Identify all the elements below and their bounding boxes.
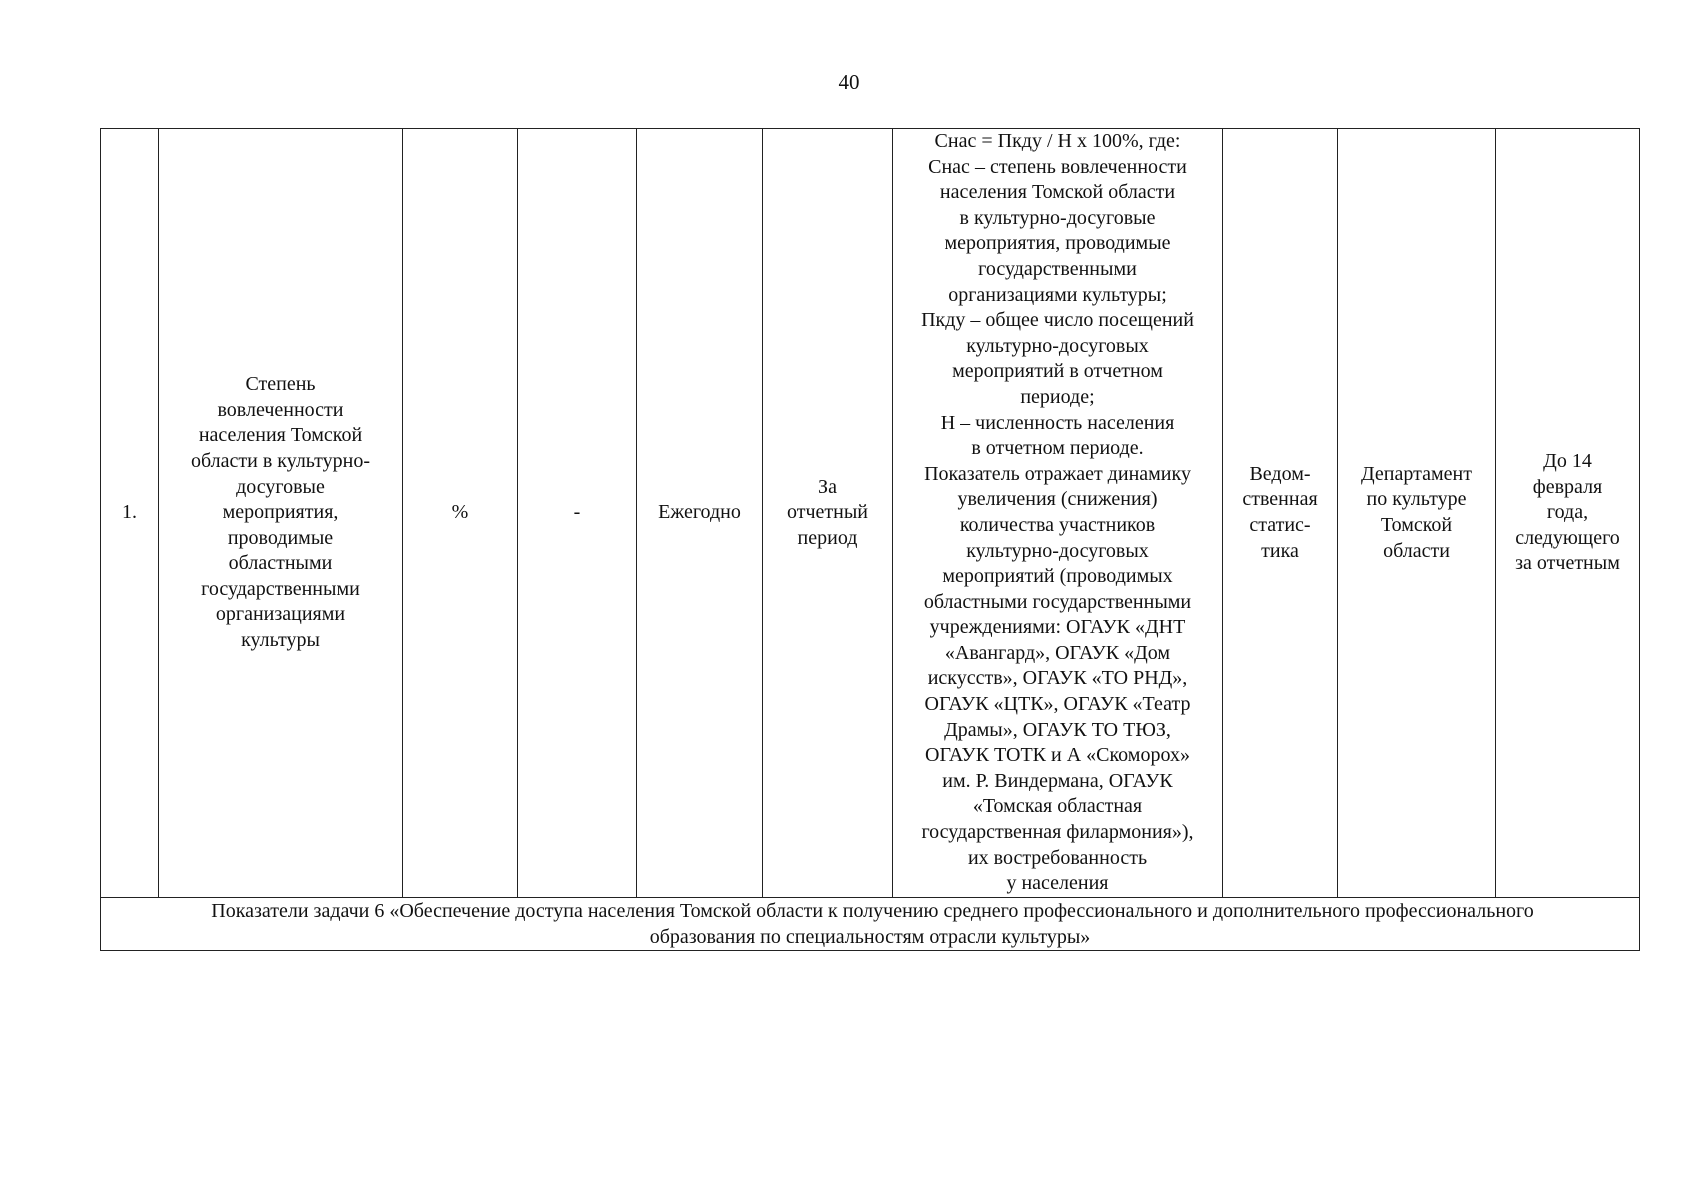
source-line: Ведом- — [1249, 462, 1311, 485]
section-header-row — [101, 897, 1640, 950]
indicator-name-line: досуговые — [236, 475, 325, 498]
period-line: За — [818, 475, 837, 498]
method-line: им. Р. Виндермана, ОГАУК — [942, 769, 1173, 792]
method-line: организациями культуры; — [948, 283, 1167, 306]
method-line: мероприятия, проводимые — [944, 232, 1171, 255]
method-line: Снас – степень вовлеченности — [928, 155, 1187, 178]
indicator-name-line: вовлеченности — [217, 398, 344, 421]
row-number-cell — [101, 129, 159, 898]
deadline-line: за отчетным — [1515, 552, 1620, 575]
method-line: учреждениями: ОГАУК «ДНТ — [929, 616, 1186, 639]
indicator-name-line: областными — [228, 552, 333, 575]
period-line: период — [797, 526, 858, 549]
deadline-line: февраля — [1532, 475, 1603, 498]
method-line: ОГАУК ТОТК и А «Скоморох» — [925, 744, 1190, 767]
deadline-line: До 14 — [1543, 449, 1592, 472]
responsible-line: области — [1383, 539, 1450, 562]
deadline-line: следующего — [1515, 526, 1620, 549]
section-header-cell — [101, 897, 1640, 950]
indicator-name-line: культуры — [241, 629, 320, 652]
responsible-line: по культуре — [1366, 488, 1467, 511]
method-line: культурно-досуговых — [966, 334, 1149, 357]
indicator-name-line: Степень — [245, 373, 316, 396]
unit-value: % — [451, 501, 469, 524]
section-header-line: Показатели задачи 6 «Обеспечение доступа населения Томской области к получению среднего профессионального и дополнительного профессионального — [206, 899, 1534, 922]
deadline-line: года, — [1546, 501, 1589, 524]
method-line: населения Томской области — [939, 181, 1176, 204]
dash-value: - — [573, 501, 581, 524]
method-line: государственная филармония»), — [921, 821, 1194, 844]
table-row — [101, 129, 1640, 898]
indicator-name-line: населения Томской — [198, 424, 363, 447]
responsible-line: Томской — [1380, 513, 1453, 536]
source-line: ственная — [1242, 488, 1318, 511]
method-line: их востребованность — [967, 846, 1148, 869]
indicator-name-line: области в культурно- — [190, 449, 371, 472]
source-line: статис- — [1249, 513, 1311, 536]
method-line: периоде; — [1020, 385, 1095, 408]
method-line: областными государственными — [923, 590, 1192, 613]
calculation-method-cell — [893, 129, 1223, 898]
method-line: Пкду – общее число посещений — [921, 309, 1194, 332]
page-number: 40 — [838, 70, 860, 94]
indicator-name-line: государственными — [201, 577, 360, 600]
method-line: количества участников — [959, 513, 1156, 536]
method-line: искусств», ОГАУК «ТО РНД», — [927, 667, 1188, 690]
method-line: Показатель отражает динамику — [924, 462, 1191, 485]
method-line: «Томская областная — [972, 795, 1143, 818]
frequency-value: Ежегодно — [658, 501, 741, 524]
method-line: мероприятий в отчетном — [952, 360, 1163, 383]
responsible-line: Департамент — [1361, 462, 1472, 485]
method-line: в культурно-досуговые — [959, 206, 1156, 229]
empty-value-cell — [518, 129, 637, 898]
section-header-line: образования по специальностям отрасли культуры» — [649, 925, 1091, 948]
unit-cell — [403, 129, 518, 898]
method-line: культурно-досуговых — [966, 539, 1149, 562]
method-line: у населения — [1006, 872, 1109, 895]
method-line: Н – численность населения — [940, 411, 1175, 434]
method-line: в отчетном периоде. — [971, 437, 1144, 460]
method-line: мероприятий (проводимых — [942, 565, 1173, 588]
method-line: «Авангард», ОГАУК «Дом — [944, 641, 1171, 664]
indicator-name-line: организациями — [215, 603, 346, 626]
period-cell — [763, 129, 893, 898]
source-line: тика — [1261, 539, 1299, 562]
indicator-name-cell — [159, 129, 403, 898]
row-number: 1. — [122, 501, 137, 524]
responsible-cell — [1338, 129, 1496, 898]
data-source-cell — [1223, 129, 1338, 898]
method-line: Снас = Пкду / Н x 100%, где: — [934, 130, 1181, 152]
indicator-table — [100, 128, 1640, 951]
method-line: государственными — [978, 257, 1137, 280]
deadline-cell — [1496, 129, 1640, 898]
method-line: Драмы», ОГАУК ТО ТЮЗ, — [944, 718, 1171, 741]
frequency-cell — [637, 129, 763, 898]
indicator-name-line: проводимые — [227, 526, 334, 549]
period-line: отчетный — [787, 501, 868, 524]
method-line: увеличения (снижения) — [957, 488, 1158, 511]
method-line: ОГАУК «ЦТК», ОГАУК «Театр — [924, 693, 1191, 716]
indicator-name-line: мероприятия, — [222, 501, 339, 524]
